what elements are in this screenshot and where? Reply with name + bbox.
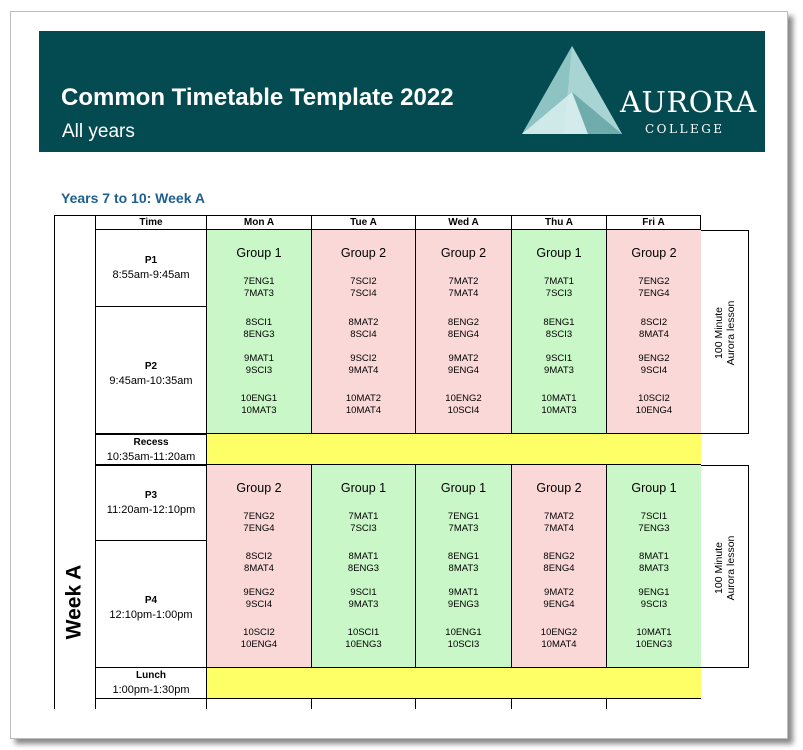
class-code: 9ENG2 [243, 587, 275, 598]
group-label: Group 1 [536, 246, 582, 260]
class-code: 10SCI3 [447, 639, 480, 650]
class-code: 8MAT3 [448, 563, 479, 574]
class-code: 7MAT4 [448, 288, 479, 299]
class-code: 8SCI3 [545, 329, 573, 340]
class-code: 10MAT1 [541, 393, 577, 404]
class-code: 10SCI2 [638, 393, 670, 404]
class-code: 7ENG4 [638, 288, 670, 299]
section-title: Years 7 to 10: Week A [61, 190, 205, 206]
side-note-line: Aurora lesson [725, 535, 737, 600]
tail-cell [206, 699, 311, 709]
class-code: 7MAT2 [544, 511, 574, 522]
class-code: 7MAT2 [448, 276, 479, 287]
period-time: 10:35am-11:20am [106, 450, 196, 463]
class-code: 8MAT1 [348, 551, 379, 562]
class-code: 8ENG1 [447, 551, 480, 562]
class-code: 9SCI2 [350, 353, 377, 364]
tail-cell [606, 699, 701, 709]
document-subtitle: All years [62, 121, 135, 142]
class-code: 10ENG4 [635, 405, 673, 416]
period-time: 1:00pm-1:30pm [112, 684, 190, 696]
class-code: 10MAT3 [541, 405, 577, 416]
class-code: 8ENG2 [447, 317, 480, 328]
period-p1 [95, 230, 206, 307]
week-column [54, 215, 95, 709]
period-name: P4 [144, 595, 158, 606]
group-label: Group 2 [631, 246, 677, 260]
class-code: 8SCI4 [350, 329, 377, 340]
column-header-time: Time [95, 215, 206, 230]
column-header-day: Wed A [415, 215, 511, 230]
class-code: 7SCI1 [640, 511, 668, 522]
column-header-day: Tue A [311, 215, 415, 230]
class-code: 10ENG4 [240, 639, 278, 650]
class-code: 9SCI4 [640, 365, 668, 376]
group-label: Group 2 [340, 246, 387, 260]
class-code: 9MAT2 [544, 587, 574, 598]
class-code: 9SCI4 [245, 599, 273, 610]
class-code: 7ENG1 [447, 511, 480, 522]
timetable-block [511, 465, 606, 668]
timetable-block [511, 230, 606, 434]
period-name: Recess [133, 436, 169, 448]
group-label: Group 2 [236, 481, 282, 495]
class-code: 10ENG2 [445, 393, 482, 404]
timetable-block [606, 230, 701, 434]
class-code: 10MAT4 [345, 405, 382, 416]
tail-cell [511, 699, 606, 709]
class-code: 7ENG2 [243, 511, 275, 522]
group-label: Group 2 [536, 481, 582, 495]
period-p2 [95, 307, 206, 434]
group-label: Group 1 [236, 246, 282, 260]
class-code: 10SCI1 [347, 627, 380, 638]
period-lunch [95, 668, 206, 699]
class-code: 10MAT1 [636, 627, 672, 638]
timetable-block [415, 465, 511, 668]
class-code: 9MAT2 [448, 353, 479, 364]
week-label: Week A [62, 564, 86, 640]
period-name: Lunch [136, 670, 166, 681]
class-code: 10MAT2 [345, 393, 382, 404]
column-header-day: Mon A [206, 215, 311, 230]
timetable-block [606, 465, 701, 668]
class-code: 8ENG3 [243, 329, 275, 340]
period-p3 [95, 465, 206, 541]
class-code: 8ENG1 [543, 317, 575, 328]
timetable-block [206, 230, 311, 434]
document-page [10, 11, 788, 739]
period-time: 9:45am-10:35am [109, 375, 193, 387]
class-code: 10MAT3 [241, 405, 277, 416]
class-code: 10ENG3 [635, 639, 673, 650]
class-code: 10ENG2 [540, 627, 578, 638]
class-code: 7ENG2 [638, 276, 670, 287]
class-code: 8SCI2 [245, 551, 273, 562]
side-note-block2 [701, 465, 749, 668]
timetable [11, 12, 787, 738]
timetable-block [311, 230, 415, 434]
class-code: 9ENG3 [447, 599, 480, 610]
period-time: 8:55am-9:45am [112, 269, 190, 281]
group-label: Group 1 [440, 481, 487, 495]
period-name: P1 [144, 255, 158, 266]
period-name: P3 [144, 490, 158, 501]
period-time: 11:20am-12:10pm [106, 504, 196, 516]
class-code: 7SCI3 [350, 523, 377, 534]
class-code: 8ENG4 [543, 563, 575, 574]
class-code: 9MAT3 [348, 599, 379, 610]
class-code: 9ENG4 [447, 365, 480, 376]
class-code: 9SCI1 [545, 353, 573, 364]
class-code: 7SCI3 [545, 288, 573, 299]
class-code: 8MAT4 [244, 563, 274, 574]
class-code: 8SCI2 [640, 317, 668, 328]
class-code: 7ENG4 [243, 523, 275, 534]
class-code: 9ENG2 [638, 353, 670, 364]
class-code: 7MAT4 [544, 523, 574, 534]
class-code: 9ENG4 [543, 599, 575, 610]
group-label: Group 1 [340, 481, 387, 495]
class-code: 7ENG3 [638, 523, 670, 534]
class-code: 9ENG1 [638, 587, 670, 598]
class-code: 10SCI4 [447, 405, 480, 416]
class-code: 10SCI2 [243, 627, 275, 638]
class-code: 7MAT3 [448, 523, 479, 534]
class-code: 7MAT3 [244, 288, 274, 299]
class-code: 8MAT2 [348, 317, 379, 328]
brand-subname: COLLEGE [645, 122, 725, 136]
class-code: 7MAT1 [544, 276, 574, 287]
class-code: 8ENG3 [347, 563, 380, 574]
class-code: 10MAT4 [541, 639, 577, 650]
group-label: Group 2 [440, 246, 487, 260]
class-code: 10ENG3 [345, 639, 382, 650]
side-note-line: Aurora lesson [725, 300, 737, 366]
side-note-text [713, 508, 737, 628]
class-code: 8MAT4 [639, 329, 669, 340]
period-name: P2 [144, 361, 158, 372]
class-code: 9SCI1 [350, 587, 377, 598]
class-code: 7SCI4 [350, 288, 377, 299]
timetable-block [311, 465, 415, 668]
lunch-bar [206, 668, 701, 699]
column-header-day: Fri A [606, 215, 701, 230]
tail-cell [311, 699, 415, 709]
document-title: Common Timetable Template 2022 [61, 84, 454, 111]
timetable-block [415, 230, 511, 434]
side-note-block1 [701, 230, 749, 434]
brand-name: AURORA [620, 85, 757, 119]
class-code: 9MAT3 [544, 365, 574, 376]
side-note-line: 100 Minute [713, 307, 725, 359]
class-code: 10ENG1 [240, 393, 278, 404]
class-code: 8ENG2 [543, 551, 575, 562]
class-code: 8MAT3 [639, 563, 669, 574]
class-code: 7SCI2 [350, 276, 377, 287]
class-code: 9MAT4 [348, 365, 379, 376]
tail-cell [95, 699, 206, 709]
class-code: 8ENG4 [447, 329, 480, 340]
side-note-line: 100 Minute [713, 541, 725, 594]
class-code: 9SCI3 [245, 365, 273, 376]
class-code: 7ENG1 [243, 276, 275, 287]
class-code: 8SCI1 [245, 317, 273, 328]
class-code: 10ENG1 [445, 627, 482, 638]
timetable-block [206, 465, 311, 668]
class-code: 9SCI3 [640, 599, 668, 610]
class-code: 9MAT1 [448, 587, 479, 598]
period-recess [95, 434, 206, 465]
group-label: Group 1 [631, 481, 677, 495]
class-code: 9MAT1 [244, 353, 274, 364]
side-note-text [713, 273, 737, 393]
class-code: 8MAT1 [639, 551, 669, 562]
class-code: 7MAT1 [348, 511, 379, 522]
column-header-day: Thu A [511, 215, 606, 230]
tail-cell [415, 699, 511, 709]
recess-bar [206, 434, 701, 465]
period-p4 [95, 541, 206, 668]
period-time: 12:10pm-1:00pm [109, 609, 193, 621]
